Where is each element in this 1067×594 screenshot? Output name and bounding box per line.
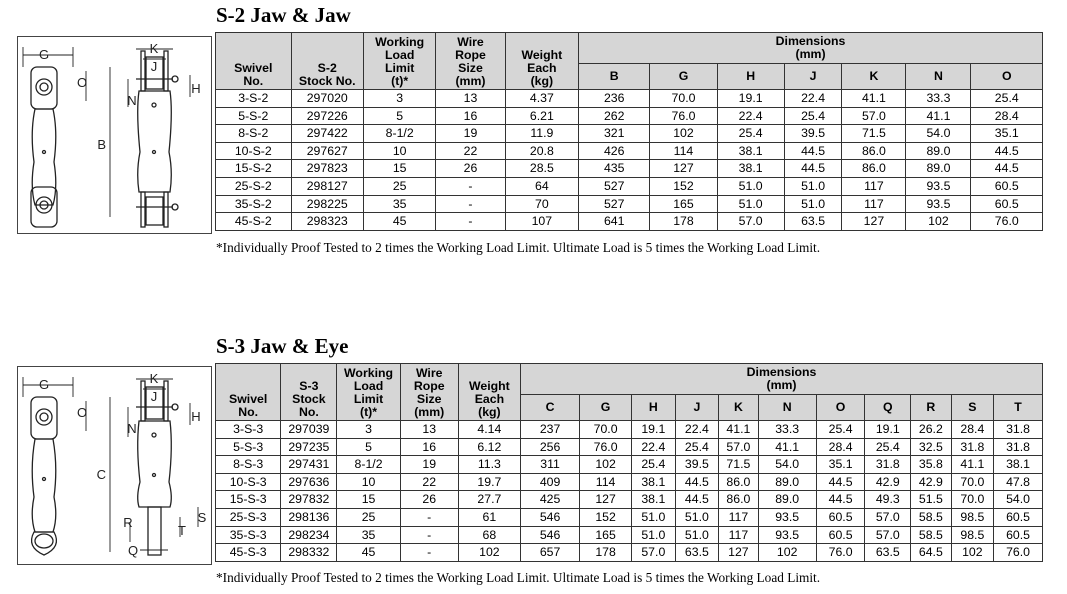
s2-header-dim-h: H [717, 64, 784, 90]
table-cell: 63.5 [784, 213, 842, 231]
table-cell: - [436, 213, 505, 231]
s2-header-dim-o: O [971, 64, 1043, 90]
table-cell: 657 [521, 544, 580, 562]
table-cell: 25 [363, 177, 435, 195]
table-cell: 89.0 [906, 160, 971, 178]
table-cell: 51.0 [717, 177, 784, 195]
table-cell: 41.1 [951, 456, 994, 474]
s2-header-dimensions: Dimensions (mm) [579, 33, 1043, 64]
table-cell: 70.0 [951, 491, 994, 509]
s3-header-dim-h: H [632, 395, 676, 421]
table-cell: 35.8 [911, 456, 951, 474]
table-cell: 35-S-2 [216, 195, 292, 213]
table-cell: 33.3 [758, 421, 816, 439]
table-cell: 51.0 [675, 508, 719, 526]
table-cell: 127 [650, 160, 717, 178]
table-cell: 3-S-3 [216, 421, 281, 439]
table-cell: 15 [337, 491, 400, 509]
table-cell: 32.5 [911, 438, 951, 456]
table-cell: 70 [505, 195, 578, 213]
s3-fig-label-c: C [96, 467, 106, 482]
s3-fig-label-o: O [76, 405, 88, 420]
table-cell: 4.14 [458, 421, 520, 439]
table-cell: 127 [719, 544, 758, 562]
table-cell: 51.0 [632, 508, 676, 526]
s2-header-swivel: Swivel No. [216, 33, 292, 90]
table-cell: 8-S-2 [216, 125, 292, 143]
table-cell: 19.1 [632, 421, 676, 439]
s3-header-dimensions: Dimensions (mm) [521, 364, 1043, 395]
table-cell: 39.5 [675, 456, 719, 474]
table-cell: 86.0 [842, 160, 906, 178]
table-cell: 298136 [281, 508, 337, 526]
table-cell: 5 [337, 438, 400, 456]
table-cell: 38.1 [717, 142, 784, 160]
table-cell: 22.4 [675, 421, 719, 439]
table-cell: 426 [579, 142, 650, 160]
table-cell: 51.0 [784, 195, 842, 213]
table-cell: 165 [650, 195, 717, 213]
table-cell: 70.0 [650, 90, 717, 108]
table-cell: 39.5 [784, 125, 842, 143]
table-cell: 51.5 [911, 491, 951, 509]
table-cell: 117 [842, 177, 906, 195]
table-cell: 54.0 [906, 125, 971, 143]
table-cell: 47.8 [994, 473, 1043, 491]
table-row [216, 160, 1043, 178]
table-cell: 28.4 [971, 107, 1043, 125]
table-cell: 16 [436, 107, 505, 125]
table-cell: 86.0 [842, 142, 906, 160]
table-cell: 20.8 [505, 142, 578, 160]
table-cell: 25-S-3 [216, 508, 281, 526]
table-cell: 41.1 [758, 438, 816, 456]
s3-header-wll: Working Load Limit (t)* [337, 364, 400, 421]
s2-header-stock: S-2 Stock No. [291, 33, 363, 90]
table-cell: 45 [363, 213, 435, 231]
table-cell: 76.0 [650, 107, 717, 125]
table-cell: 297235 [281, 438, 337, 456]
table-cell: 22.4 [784, 90, 842, 108]
table-cell: 89.0 [906, 142, 971, 160]
table-cell: 117 [842, 195, 906, 213]
s3-fig-label-s: S [197, 510, 207, 525]
table-cell: 165 [580, 526, 632, 544]
table-cell: 26.2 [911, 421, 951, 439]
s2-spec-table [215, 32, 1043, 231]
table-row [216, 90, 1043, 108]
table-cell: 22 [436, 142, 505, 160]
table-cell: 26 [400, 491, 458, 509]
table-cell: 297020 [291, 90, 363, 108]
table-cell: 28.5 [505, 160, 578, 178]
table-cell: 16 [400, 438, 458, 456]
table-row [216, 213, 1043, 231]
table-cell: 33.3 [906, 90, 971, 108]
s3-fig-label-h: H [191, 409, 201, 424]
table-cell: 35.1 [816, 456, 865, 474]
table-cell: 127 [842, 213, 906, 231]
table-cell: 311 [521, 456, 580, 474]
table-cell: 19.7 [458, 473, 520, 491]
s2-fig-label-o: O [76, 75, 88, 90]
s3-header-dim-n: N [758, 395, 816, 421]
s3-fig-label-t: T [178, 523, 186, 538]
table-row [216, 177, 1043, 195]
table-cell: 425 [521, 491, 580, 509]
table-cell: 98.5 [951, 508, 994, 526]
table-cell: - [400, 544, 458, 562]
table-cell: 93.5 [758, 526, 816, 544]
table-cell: 8-1/2 [337, 456, 400, 474]
table-cell: 76.0 [994, 544, 1043, 562]
table-cell: 25.4 [784, 107, 842, 125]
table-cell: 44.5 [784, 142, 842, 160]
table-cell: 297832 [281, 491, 337, 509]
table-cell: 15-S-3 [216, 491, 281, 509]
table-row [216, 456, 1043, 474]
table-cell: 45-S-3 [216, 544, 281, 562]
table-cell: 51.0 [675, 526, 719, 544]
table-cell: 114 [580, 473, 632, 491]
table-cell: 31.8 [865, 456, 911, 474]
table-cell: 86.0 [719, 473, 758, 491]
table-cell: 297039 [281, 421, 337, 439]
table-cell: 297823 [291, 160, 363, 178]
table-cell: 236 [579, 90, 650, 108]
table-cell: 178 [580, 544, 632, 562]
s3-fig-label-q: Q [127, 543, 139, 558]
table-cell: 10-S-3 [216, 473, 281, 491]
s3-title: S-3 Jaw & Eye [216, 334, 349, 358]
table-cell: 44.5 [675, 491, 719, 509]
table-cell: 8-S-3 [216, 456, 281, 474]
table-cell: 256 [521, 438, 580, 456]
s3-footnote: *Individually Proof Tested to 2 times the Working Load Limit. Ultimate Load is 5 times the Working Load Limit. [216, 570, 821, 585]
table-cell: 64 [505, 177, 578, 195]
table-cell: 61 [458, 508, 520, 526]
table-row [216, 491, 1043, 509]
table-cell: 297431 [281, 456, 337, 474]
table-row [216, 142, 1043, 160]
table-cell: 13 [400, 421, 458, 439]
table-row [216, 421, 1043, 439]
table-cell: 41.1 [842, 90, 906, 108]
table-cell: 64.5 [911, 544, 951, 562]
table-cell: 10 [337, 473, 400, 491]
table-cell: 152 [650, 177, 717, 195]
table-cell: 3 [337, 421, 400, 439]
table-cell: 35 [363, 195, 435, 213]
table-row [216, 544, 1043, 562]
s3-header-dim-t: T [994, 395, 1043, 421]
s2-fig-label-b: B [97, 137, 106, 152]
table-cell: 93.5 [906, 177, 971, 195]
table-cell: 60.5 [971, 195, 1043, 213]
s3-header-dim-c: C [521, 395, 580, 421]
table-cell: 107 [505, 213, 578, 231]
table-cell: 28.4 [951, 421, 994, 439]
table-cell: 54.0 [758, 456, 816, 474]
table-cell: 298127 [291, 177, 363, 195]
table-cell: 19.1 [717, 90, 784, 108]
s2-header-wire: Wire Rope Size (mm) [436, 33, 505, 90]
table-cell: 57.0 [842, 107, 906, 125]
table-cell: 35 [337, 526, 400, 544]
table-cell: 297422 [291, 125, 363, 143]
table-cell: 89.0 [758, 473, 816, 491]
table-cell: 51.0 [784, 177, 842, 195]
table-cell: 57.0 [865, 526, 911, 544]
table-cell: 25.4 [865, 438, 911, 456]
table-cell: 89.0 [758, 491, 816, 509]
table-cell: 546 [521, 508, 580, 526]
table-cell: 10-S-2 [216, 142, 292, 160]
table-cell: 42.9 [865, 473, 911, 491]
table-cell: 60.5 [816, 508, 865, 526]
table-cell: 298225 [291, 195, 363, 213]
table-cell: 60.5 [994, 508, 1043, 526]
table-cell: 152 [580, 508, 632, 526]
s3-fig-label-j: J [150, 389, 158, 404]
s2-fig-label-h: H [191, 81, 201, 96]
table-cell: 102 [758, 544, 816, 562]
table-cell: 102 [906, 213, 971, 231]
table-row [216, 438, 1043, 456]
table-cell: 98.5 [951, 526, 994, 544]
table-cell: - [436, 177, 505, 195]
table-cell: 8-1/2 [363, 125, 435, 143]
table-cell: 57.0 [865, 508, 911, 526]
table-cell: - [436, 195, 505, 213]
s3-header-dim-g: G [580, 395, 632, 421]
s3-header-weight: Weight Each (kg) [458, 364, 520, 421]
table-cell: - [400, 526, 458, 544]
table-cell: 5 [363, 107, 435, 125]
table-cell: 178 [650, 213, 717, 231]
table-cell: 25 [337, 508, 400, 526]
s3-header-dim-k: K [719, 395, 758, 421]
s3-header-dim-r: R [911, 395, 951, 421]
table-cell: 71.5 [842, 125, 906, 143]
table-cell: 11.9 [505, 125, 578, 143]
table-cell: 102 [580, 456, 632, 474]
table-cell: 3 [363, 90, 435, 108]
table-cell: 262 [579, 107, 650, 125]
table-cell: 27.7 [458, 491, 520, 509]
table-cell: 25.4 [675, 438, 719, 456]
s2-fig-label-k: K [149, 41, 159, 56]
table-cell: 35-S-3 [216, 526, 281, 544]
table-cell: 76.0 [580, 438, 632, 456]
table-cell: 527 [579, 177, 650, 195]
table-cell: 25-S-2 [216, 177, 292, 195]
s2-header-dim-n: N [906, 64, 971, 90]
table-cell: 19 [400, 456, 458, 474]
s2-swivel-diagram [17, 36, 212, 234]
s2-header-dim-b: B [579, 64, 650, 90]
s2-header-dim-j: J [784, 64, 842, 90]
s3-fig-label-r: R [123, 515, 133, 530]
table-row [216, 195, 1043, 213]
table-cell: 102 [951, 544, 994, 562]
table-cell: 527 [579, 195, 650, 213]
s2-header-wll: Working Load Limit (t)* [363, 33, 435, 90]
table-cell: 15 [363, 160, 435, 178]
table-cell: 44.5 [971, 160, 1043, 178]
table-cell: 117 [719, 508, 758, 526]
table-cell: 5-S-2 [216, 107, 292, 125]
table-cell: 70.0 [580, 421, 632, 439]
table-cell: 57.0 [717, 213, 784, 231]
table-cell: 51.0 [717, 195, 784, 213]
table-cell: 63.5 [865, 544, 911, 562]
table-cell: 127 [580, 491, 632, 509]
table-cell: 297226 [291, 107, 363, 125]
table-cell: 22.4 [717, 107, 784, 125]
table-cell: 297627 [291, 142, 363, 160]
table-cell: 25.4 [717, 125, 784, 143]
table-cell: 298234 [281, 526, 337, 544]
table-cell: - [400, 508, 458, 526]
table-cell: 93.5 [906, 195, 971, 213]
table-cell: 60.5 [971, 177, 1043, 195]
table-cell: 546 [521, 526, 580, 544]
table-cell: 44.5 [971, 142, 1043, 160]
table-row [216, 526, 1043, 544]
table-cell: 6.12 [458, 438, 520, 456]
table-cell: 63.5 [675, 544, 719, 562]
table-cell: 71.5 [719, 456, 758, 474]
table-cell: 26 [436, 160, 505, 178]
table-cell: 31.8 [951, 438, 994, 456]
table-cell: 321 [579, 125, 650, 143]
s3-header-dim-s: S [951, 395, 994, 421]
s3-header-dim-q: Q [865, 395, 911, 421]
table-cell: 60.5 [816, 526, 865, 544]
table-cell: 19.1 [865, 421, 911, 439]
table-cell: 114 [650, 142, 717, 160]
table-cell: 102 [458, 544, 520, 562]
s2-fig-label-n: N [127, 93, 137, 108]
s3-fig-label-n: N [127, 421, 137, 436]
table-cell: 31.8 [994, 421, 1043, 439]
s2-fig-label-g: G [38, 47, 50, 62]
s3-header-swivel: Swivel No. [216, 364, 281, 421]
table-cell: 3-S-2 [216, 90, 292, 108]
table-cell: 44.5 [816, 491, 865, 509]
table-cell: 44.5 [816, 473, 865, 491]
table-cell: 45-S-2 [216, 213, 292, 231]
table-cell: 13 [436, 90, 505, 108]
table-cell: 35.1 [971, 125, 1043, 143]
s2-header-dim-g: G [650, 64, 717, 90]
table-cell: 70.0 [951, 473, 994, 491]
table-cell: 41.1 [906, 107, 971, 125]
table-row [216, 107, 1043, 125]
table-cell: 298323 [291, 213, 363, 231]
table-cell: 117 [719, 526, 758, 544]
table-cell: 10 [363, 142, 435, 160]
table-cell: 38.1 [632, 491, 676, 509]
table-cell: 86.0 [719, 491, 758, 509]
s3-header-dim-o: O [816, 395, 865, 421]
s3-header-wire: Wire Rope Size (mm) [400, 364, 458, 421]
table-cell: 76.0 [816, 544, 865, 562]
table-cell: 57.0 [632, 544, 676, 562]
table-cell: 641 [579, 213, 650, 231]
table-cell: 4.37 [505, 90, 578, 108]
table-row [216, 473, 1043, 491]
table-cell: 76.0 [971, 213, 1043, 231]
table-cell: 38.1 [632, 473, 676, 491]
table-cell: 49.3 [865, 491, 911, 509]
s3-fig-label-k: K [149, 371, 159, 386]
table-cell: 22 [400, 473, 458, 491]
table-cell: 25.4 [816, 421, 865, 439]
table-cell: 409 [521, 473, 580, 491]
s2-fig-label-j: J [150, 59, 158, 74]
s2-header-weight: Weight Each (kg) [505, 33, 578, 90]
table-cell: 68 [458, 526, 520, 544]
table-cell: 51.0 [632, 526, 676, 544]
table-cell: 58.5 [911, 508, 951, 526]
table-cell: 31.8 [994, 438, 1043, 456]
table-cell: 44.5 [675, 473, 719, 491]
table-cell: 237 [521, 421, 580, 439]
table-cell: 58.5 [911, 526, 951, 544]
table-cell: 25.4 [971, 90, 1043, 108]
table-cell: 60.5 [994, 526, 1043, 544]
table-cell: 297636 [281, 473, 337, 491]
table-cell: 11.3 [458, 456, 520, 474]
table-cell: 45 [337, 544, 400, 562]
table-cell: 22.4 [632, 438, 676, 456]
table-cell: 102 [650, 125, 717, 143]
table-cell: 54.0 [994, 491, 1043, 509]
s3-swivel-diagram [17, 366, 212, 565]
s3-header-dim-j: J [675, 395, 719, 421]
table-cell: 42.9 [911, 473, 951, 491]
table-cell: 38.1 [717, 160, 784, 178]
s3-header-stock: S-3 Stock No. [281, 364, 337, 421]
table-cell: 41.1 [719, 421, 758, 439]
table-cell: 44.5 [784, 160, 842, 178]
table-cell: 435 [579, 160, 650, 178]
table-cell: 6.21 [505, 107, 578, 125]
table-cell: 28.4 [816, 438, 865, 456]
table-cell: 25.4 [632, 456, 676, 474]
table-cell: 57.0 [719, 438, 758, 456]
s3-fig-label-g: G [38, 377, 50, 392]
table-cell: 93.5 [758, 508, 816, 526]
table-cell: 38.1 [994, 456, 1043, 474]
table-cell: 19 [436, 125, 505, 143]
table-row [216, 508, 1043, 526]
s3-spec-table [215, 363, 1043, 562]
table-cell: 298332 [281, 544, 337, 562]
table-row [216, 125, 1043, 143]
s2-footnote: *Individually Proof Tested to 2 times the Working Load Limit. Ultimate Load is 5 times the Working Load Limit. [216, 240, 821, 255]
s2-header-dim-k: K [842, 64, 906, 90]
table-cell: 15-S-2 [216, 160, 292, 178]
s2-title: S-2 Jaw & Jaw [216, 3, 351, 27]
table-cell: 5-S-3 [216, 438, 281, 456]
